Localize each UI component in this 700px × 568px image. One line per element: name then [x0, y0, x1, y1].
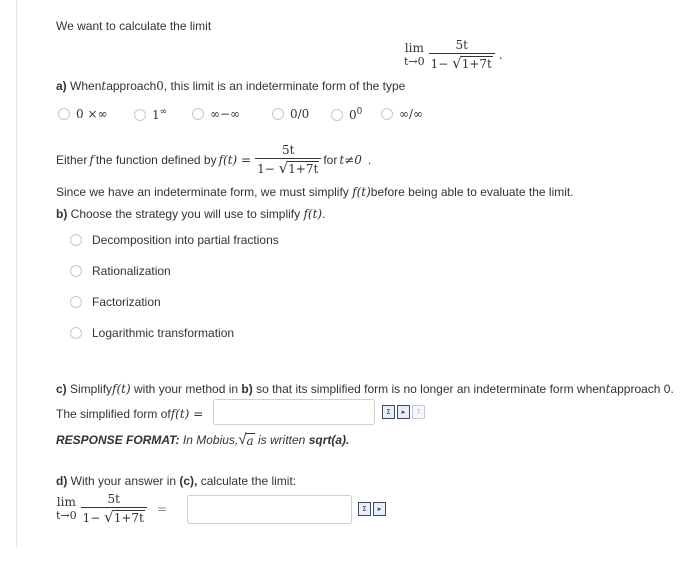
- preview-icon[interactable]: ▸: [373, 502, 386, 516]
- option-inf-over-inf[interactable]: ∞/∞: [381, 107, 423, 121]
- limit-operator: lim t→0: [56, 494, 77, 522]
- preview-icon[interactable]: ▸: [397, 405, 410, 419]
- help-icon[interactable]: ?: [412, 405, 425, 419]
- limit-fraction: 5t 1− √ 1+7t: [429, 38, 495, 71]
- final-limit-expression: lim t→0 5t 1− √ 1+7t =: [56, 492, 167, 526]
- radio-circle[interactable]: [134, 109, 146, 121]
- part-a-question: a) Whentapproach0, this limit is an indeterminate form of the type: [56, 79, 406, 93]
- radio-circle[interactable]: [70, 296, 82, 308]
- option-0-pow-0[interactable]: $0^0$: [331, 107, 362, 122]
- part-b-question: b) Choose the strategy you will use to simplify f(t).: [56, 207, 326, 221]
- response-format-note: RESPONSE FORMAT: In Mobius, √ a is written sqrt(a).: [56, 431, 350, 448]
- radio-circle[interactable]: [272, 108, 284, 120]
- function-definition: Either f the function defined by f(t) = 5t 1− √ 1+7t for t≠0 .: [56, 143, 372, 177]
- radio-circle[interactable]: [381, 108, 393, 120]
- limit-answer-input[interactable]: [187, 495, 352, 524]
- function-fraction: 5t 1− √ 1+7t: [255, 143, 321, 176]
- main-limit-expression: lim t→0 5t 1− √ 1+7t .: [404, 38, 503, 72]
- limit-operator: lim t→0: [404, 40, 425, 68]
- radio-circle[interactable]: [331, 109, 343, 121]
- since-text: Since we have an indeterminate form, we must simplify f(t)before being able to evaluate the limit.: [56, 185, 574, 199]
- left-border: [16, 0, 17, 548]
- intro-text: We want to calculate the limit: [56, 19, 212, 33]
- equation-editor-icon[interactable]: Σ: [358, 502, 371, 516]
- limit-fraction: 5t 1− √ 1+7t: [81, 492, 147, 525]
- part-d-question: d) With your answer in (c), calculate the limit:: [56, 474, 297, 488]
- simplified-form-input[interactable]: [213, 399, 375, 425]
- strategy-partial-fractions[interactable]: Decomposition into partial fractions: [70, 233, 279, 247]
- option-0-over-0[interactable]: 0/0: [272, 107, 309, 121]
- option-1-pow-inf[interactable]: 1∞: [134, 107, 167, 122]
- simplified-form-label: The simplified form off(t) =: [56, 407, 204, 421]
- strategy-factorization[interactable]: Factorization: [70, 295, 161, 309]
- radio-circle[interactable]: [70, 234, 82, 246]
- option-inf-minus-inf[interactable]: ∞−∞: [192, 107, 240, 121]
- equation-editor-icon[interactable]: Σ: [382, 405, 395, 419]
- strategy-rationalization[interactable]: Rationalization: [70, 264, 171, 278]
- sqrt-symbol: √ a: [238, 431, 254, 448]
- option-0-times-inf[interactable]: 0 ×∞: [58, 107, 108, 121]
- strategy-log-transform[interactable]: Logarithmic transformation: [70, 326, 234, 340]
- radio-circle[interactable]: [58, 108, 70, 120]
- radio-circle[interactable]: [192, 108, 204, 120]
- part-c-question: c) Simplifyf(t) with your method in b) so that its simplified form is no longer an indeterminate form whentapproach 0.: [56, 382, 674, 396]
- radio-circle[interactable]: [70, 265, 82, 277]
- radio-circle[interactable]: [70, 327, 82, 339]
